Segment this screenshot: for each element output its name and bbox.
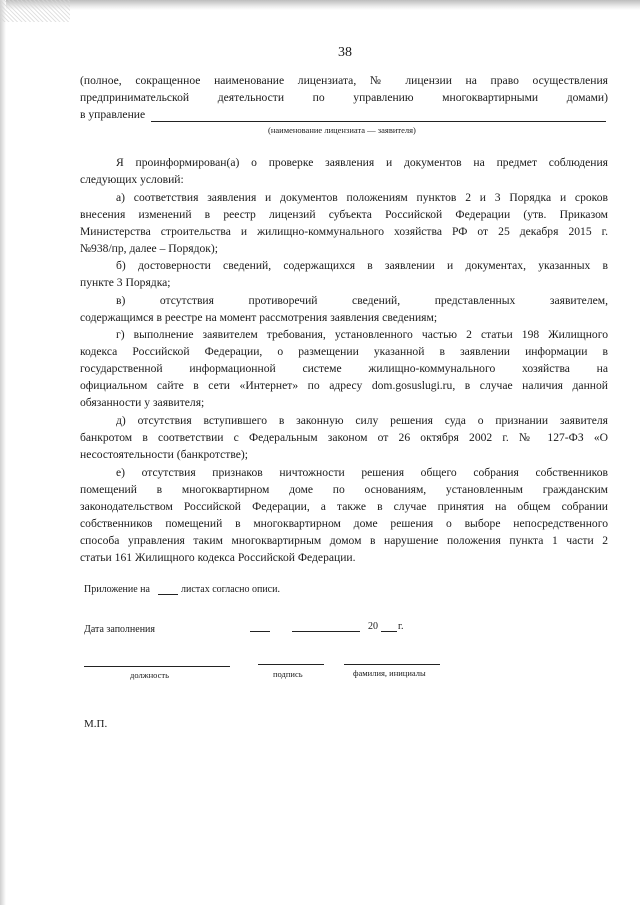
licensee-name-line[interactable] <box>151 121 606 122</box>
item-g-line-1: г) выполнение заявителем требования, установленного частью 2 статьи 198 Жилищного <box>116 328 608 341</box>
signature-caption: подпись <box>273 669 303 679</box>
header-line-1: (полное, сокращенное наименование лицензиата, № лицензии на право осуществления <box>80 74 608 87</box>
item-g-line-2: кодекса Российской Федерации, о размещении указанной в заявлении информации в <box>80 345 608 358</box>
item-d-line-3: несостоятельности (банкротстве); <box>80 448 248 461</box>
item-g-line-4: официальном сайте в сети «Интернет» по адресу dom.gosuslugi.ru, в случае наличия данной <box>80 379 608 392</box>
stamp-label: М.П. <box>84 718 108 730</box>
item-e-line-6: статьи 161 Жилищного кодекса Российской Федерации. <box>80 551 356 564</box>
item-a-line-4: №938/пр, далее – Порядок); <box>80 242 218 255</box>
header-line-2: предпринимательской деятельности по управлению многоквартирными домами) <box>80 91 608 104</box>
attachment-prefix: Приложение на <box>84 584 150 595</box>
item-b-line-2: пункте 3 Порядка; <box>80 276 171 289</box>
item-e-line-4: собственников помещений в многоквартирном доме решения о выборе непосредственного <box>80 517 608 530</box>
intro-line-2: следующих условий: <box>80 173 184 186</box>
intro-line-1: Я проинформирован(а) о проверке заявления и документов на предмет соблюдения <box>116 156 608 169</box>
licensee-name-caption: (наименование лицензиата — заявителя) <box>268 125 416 135</box>
item-a-line-2: внесения изменений в реестр лицензий субъекта Российской Федерации (утв. Приказом <box>80 208 608 221</box>
date-year-field[interactable] <box>381 631 397 632</box>
item-e-line-5: способа управления таким многоквартирным домом в нарушение положения пункта 1 части 2 <box>80 534 608 547</box>
item-g-line-5: обязанности у заявителя; <box>80 396 205 409</box>
date-year-prefix: 20 <box>368 621 378 632</box>
item-v-line-2: содержащимся в реестре на момент рассмотрения заявления сведениям; <box>80 311 438 324</box>
item-e-line-1: е) отсутствия признаков ничтожности решения общего собрания собственников <box>116 466 608 479</box>
position-field[interactable] <box>84 666 230 667</box>
header-line-3-prefix: в управление <box>80 108 146 121</box>
attachment-pages-field[interactable] <box>158 594 178 595</box>
date-month-field[interactable] <box>292 631 360 632</box>
full-name-caption: фамилия, инициалы <box>353 668 426 678</box>
item-a-line-3: Министерства строительства и жилищно-коммунального хозяйства РФ от 25 декабря 2015 г. <box>80 225 608 238</box>
item-d-line-1: д) отсутствия вступившего в законную силу решения суда о признании заявителя <box>116 414 608 427</box>
item-v-line-1: в) отсутствия противоречий сведений, представленных заявителем, <box>116 294 608 307</box>
position-caption: должность <box>130 670 169 680</box>
page-number: 38 <box>338 45 352 60</box>
item-d-line-2: банкротом в соответствии с Федеральным законом от 26 октября 2002 г. № 127-ФЗ «О <box>80 431 608 444</box>
item-g-line-3: государственной информационной системе жилищно-коммунального хозяйства на <box>80 362 608 375</box>
scan-border-top <box>0 0 640 10</box>
item-a-line-1: а) соответствия заявления и документов положениям пунктов 2 и 3 Порядка и сроков <box>116 191 608 204</box>
scan-border-left <box>0 0 6 905</box>
date-day-field[interactable] <box>250 631 270 632</box>
date-label: Дата заполнения <box>84 624 155 635</box>
date-year-suffix: г. <box>398 621 404 632</box>
attachment-suffix: листах согласно описи. <box>181 584 280 595</box>
scan-corner-artifact <box>0 0 70 22</box>
item-e-line-3: законодательством Российской Федерации, а также в случае принятия на общем собрании <box>80 500 608 513</box>
signature-field[interactable] <box>258 664 324 665</box>
full-name-field[interactable] <box>344 664 440 665</box>
item-e-line-2: помещений в многоквартирном доме по основаниям, установленным гражданским <box>80 483 608 496</box>
item-b-line-1: б) достоверности сведений, содержащихся в заявлении и документах, указанных в <box>116 259 608 272</box>
